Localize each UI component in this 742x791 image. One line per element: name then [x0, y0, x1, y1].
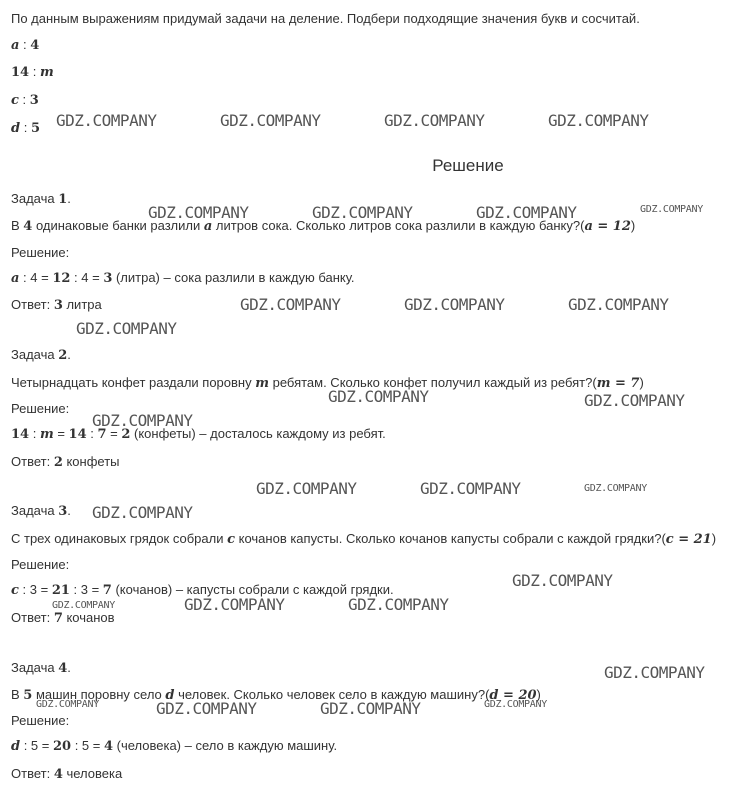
- watermark: GDZ.COMPANY: [184, 595, 285, 614]
- expression-1: a : 4: [11, 37, 40, 53]
- problem-2-solution: 14 : m = 14 : 7 = 2 (конфеты) – досталось каждому из ребят.: [11, 426, 386, 442]
- problem-2-solution-label: Решение:: [11, 401, 70, 416]
- watermark: GDZ.COMPANY: [156, 699, 257, 718]
- watermark: GDZ.COMPANY: [312, 203, 413, 222]
- watermark: GDZ.COMPANY: [56, 111, 157, 130]
- watermark: GDZ.COMPANY: [584, 483, 647, 494]
- problem-1-solution-label: Решение:: [11, 245, 70, 260]
- watermark: GDZ.COMPANY: [484, 699, 547, 710]
- problem-4-answer: Ответ: 4 человека: [11, 766, 123, 782]
- watermark: GDZ.COMPANY: [348, 595, 449, 614]
- watermark: GDZ.COMPANY: [420, 479, 521, 498]
- watermark: GDZ.COMPANY: [52, 600, 115, 611]
- watermark: GDZ.COMPANY: [476, 203, 577, 222]
- watermark: GDZ.COMPANY: [36, 699, 99, 710]
- problem-2-text: Четырнадцать конфет раздали поровну m ребятам. Сколько конфет получил каждый из ребят?(m = 7): [11, 375, 644, 391]
- problem-4-solution-label: Решение:: [11, 713, 70, 728]
- watermark: GDZ.COMPANY: [92, 503, 193, 522]
- problem-2-answer: Ответ: 2 конфеты: [11, 454, 120, 470]
- problem-2-label: Задача 2.: [11, 347, 71, 363]
- watermark: GDZ.COMPANY: [76, 319, 177, 338]
- problem-1-label: Задача 1.: [11, 191, 71, 207]
- problem-3-answer: Ответ: 7 кочанов: [11, 610, 115, 626]
- watermark: GDZ.COMPANY: [148, 203, 249, 222]
- watermark: GDZ.COMPANY: [604, 663, 705, 682]
- watermark: GDZ.COMPANY: [384, 111, 485, 130]
- watermark: GDZ.COMPANY: [404, 295, 505, 314]
- watermark: GDZ.COMPANY: [568, 295, 669, 314]
- problem-4-solution: d : 5 = 20 : 5 = 4 (человека) – село в каждую машину.: [11, 738, 338, 754]
- expression-2: 14 : m: [11, 64, 54, 80]
- problem-1-answer: Ответ: 3 литра: [11, 297, 102, 313]
- watermark: GDZ.COMPANY: [512, 571, 613, 590]
- expression-3: c : 3: [11, 92, 39, 108]
- problem-1-text: В 4 одинаковые банки разлили a литров сока. Сколько литров сока разлили в каждую банку?(a = 12): [11, 218, 636, 234]
- expression-4: d : 5: [11, 120, 40, 136]
- watermark: GDZ.COMPANY: [92, 411, 193, 430]
- watermark: GDZ.COMPANY: [548, 111, 649, 130]
- watermark: GDZ.COMPANY: [320, 699, 421, 718]
- problem-1-solution: a : 4 = 12 : 4 = 3 (литра) – сока разлили в каждую банку.: [11, 270, 355, 286]
- task-intro: По данным выражениям придумай задачи на деление. Подбери подходящие значения букв и сосчитай.: [11, 11, 640, 26]
- watermark: GDZ.COMPANY: [328, 387, 429, 406]
- watermark: GDZ.COMPANY: [640, 204, 703, 215]
- problem-4-text: В 5 машин поровну село d человек. Сколько человек село в каждую машину?(d = 20): [11, 687, 541, 703]
- problem-3-solution-label: Решение:: [11, 557, 70, 572]
- problem-3-solution: c : 3 = 21 : 3 = 7 (кочанов) – капусты собрали с каждой грядки.: [11, 582, 394, 598]
- problem-3-text: С трех одинаковых грядок собрали c кочанов капусты. Сколько кочанов капусты собрали с каждой грядки?(c = 21): [11, 531, 717, 547]
- watermark: GDZ.COMPANY: [240, 295, 341, 314]
- watermark: GDZ.COMPANY: [220, 111, 321, 130]
- solution-heading: Решение: [432, 156, 504, 175]
- problem-3-label: Задача 3.: [11, 503, 71, 519]
- watermark: GDZ.COMPANY: [256, 479, 357, 498]
- watermark: GDZ.COMPANY: [584, 391, 685, 410]
- problem-4-label: Задача 4.: [11, 660, 71, 676]
